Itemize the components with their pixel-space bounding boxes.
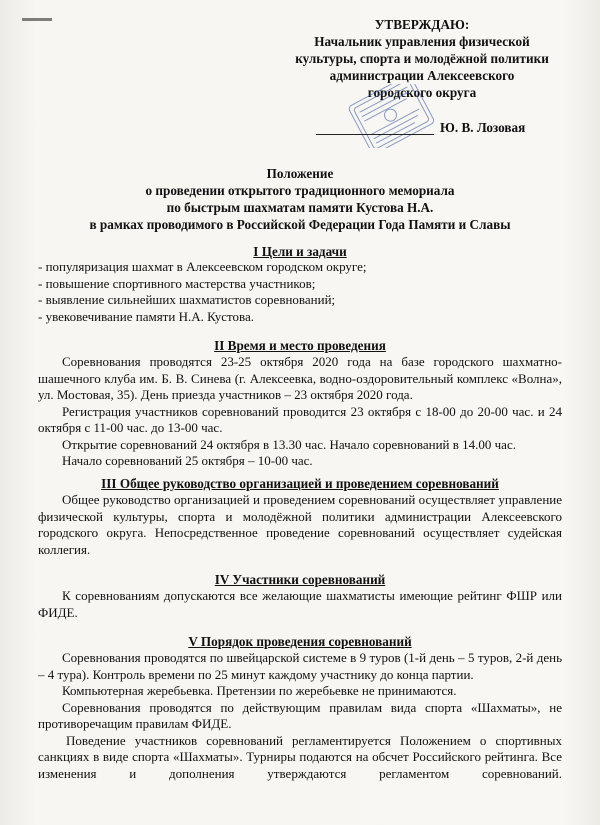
section-1-list [38,259,538,325]
paragraph: Поведение участников соревнований регламентируется Положением о спортивных санкциях в виде спорта «Шахматы». Турниры подаются на обсчет Российского рейтинга. Все изменения и дополнения утверждаются регламентом соревнований. [38,732,562,781]
approval-position-2: культуры, спорта и молодёжной политики [295,51,549,66]
section-2-body [38,354,562,470]
section-2-title: II Время и место проведения [214,338,386,353]
paragraph: Регистрация участников соревнований проводится 23 октября с 18-00 до 20-00 час. и 24 октября с 11-00 час. до 13-00 час. [38,403,562,435]
signature-line [316,134,434,135]
signer-name: Ю. В. Лозовая [440,120,526,135]
list-item: - увековечивание памяти Н.А. Кустова. [38,308,255,324]
section-4-body [38,588,562,621]
section-3-title: III Общее руководство организацией и проведением соревнований [101,476,499,491]
approval-position-1: Начальник управления физической [314,34,530,49]
list-item: - повышение спортивного мастерства участников; [38,275,316,291]
section-5-body [38,650,562,782]
scan-mark [22,18,52,21]
list-item: - популяризация шахмат в Алексеевском городском округе; [38,259,367,274]
paragraph: Соревнования проводятся по швейцарской системе в 9 туров (1-й день – 5 туров, 2-й день – 4 тура). Контроль времени по 25 минут каждому участнику до конца партии. [38,650,562,682]
approval-heading: УТВЕРЖДАЮ: [374,17,470,32]
paragraph: К соревнованиям допускаются все желающие шахматисты имеющие рейтинг ФШР или ФИДЕ. [38,588,562,620]
approval-position-3: администрации Алексеевского [329,68,515,83]
section-1-title: I Цели и задачи [253,244,347,259]
official-stamp-icon [343,84,439,148]
title-line-1: Положение [266,166,334,181]
paragraph: Соревнования проводятся 23-25 октября 2020 года на базе городского шахматно-шашечного клуба им. Б. В. Синева (г. Алексеевка, водно-оздоровительный комплекс «Волна», ул. Мостовая, 35). День приезда участников – 23 октября 2020 года. [38,354,562,402]
paragraph: Общее руководство организацией и проведением соревнований осуществляет управление физической культуры, спорта и молодёжной политики администрации Алексеевского городского округа. Непосредственное проведение соревнований осуществляет судейская коллегия. [38,492,562,557]
document-title [0,165,600,233]
paragraph: Соревнования проводятся по действующим правилам вида спорта «Шахматы», не противоречащим правилам ФИДЕ. [38,699,562,731]
paragraph: Компьютерная жеребьевка. Претензии по жеребьевке не принимаются. [62,683,457,698]
approval-position-4: городского округа [367,85,477,100]
list-item: - выявление сильнейших шахматистов соревнований; [38,292,336,307]
title-line-3: по быстрым шахматам памяти Кустова Н.А. [166,200,434,215]
section-3-body [38,492,562,558]
paragraph: Открытие соревнований 24 октября в 13.30 час. Начало соревнований в 14.00 час. [62,436,516,452]
section-4-title: IV Участники соревнований [214,572,386,587]
title-line-2: о проведении открытого традиционного мемориала [145,183,455,198]
paragraph: Начало соревнований 25 октября – 10-00 час. [62,453,313,468]
title-line-4: в рамках проводимого в Российской Федерации Года Памяти и Славы [89,217,511,232]
section-5-title: V Порядок проведения соревнований [188,634,412,649]
